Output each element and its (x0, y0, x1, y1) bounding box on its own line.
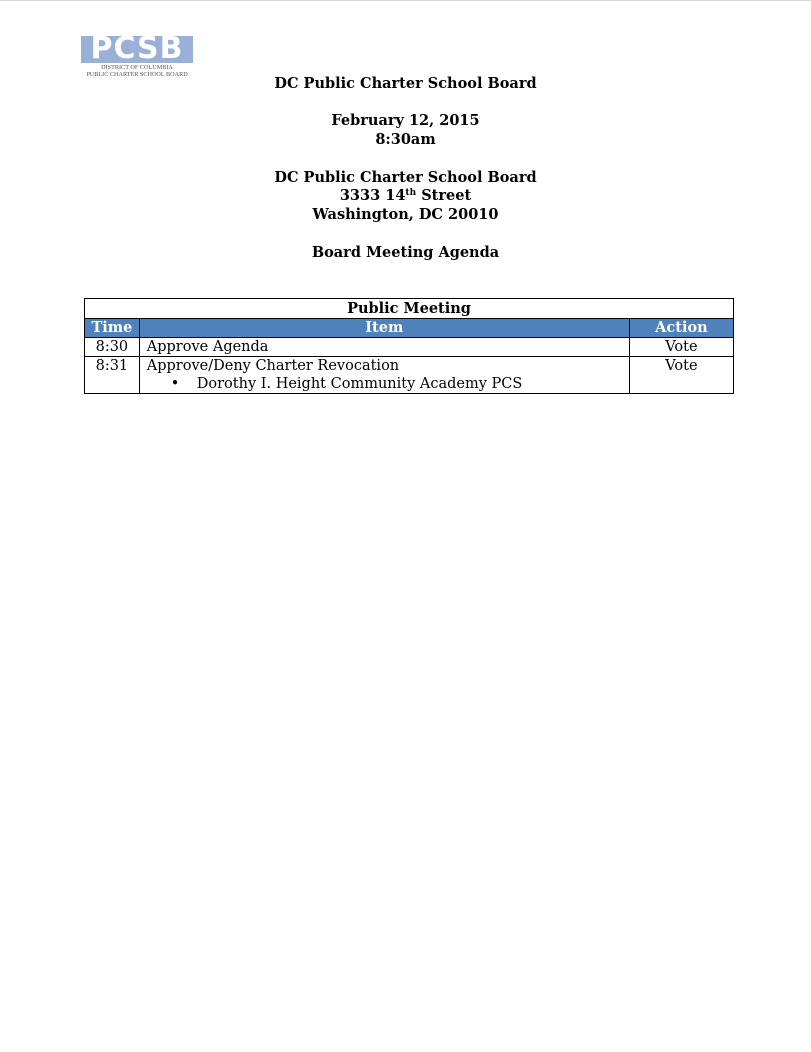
column-header-action: Action (629, 319, 733, 338)
column-header-time: Time (85, 319, 140, 338)
organization-name: DC Public Charter School Board (274, 75, 537, 92)
agenda-header-row (85, 319, 734, 338)
column-header-item: Item (139, 319, 629, 338)
bullet-icon: • (170, 376, 180, 392)
table-row (85, 338, 734, 357)
agenda-title: Board Meeting Agenda (311, 244, 500, 261)
row-action: Vote (629, 357, 733, 394)
meeting-time: 8:30am (375, 131, 436, 148)
agenda-caption: Public Meeting (85, 299, 734, 319)
table-row (85, 357, 734, 394)
venue-street (0, 186, 811, 205)
page-top-border (0, 0, 811, 1)
row-item: Approve/Deny Charter Revocation (146, 358, 400, 374)
logo-letters: PCSB (90, 31, 184, 66)
street-ordinal: th (405, 188, 417, 198)
venue-city: Washington, DC 20010 (312, 206, 499, 223)
logo-subtitle-line1: DISTRICT OF COLUMBIA (101, 64, 173, 71)
agenda-caption-row (85, 299, 734, 319)
row-action: Vote (629, 338, 733, 357)
row-item-cell (139, 357, 629, 394)
sub-item (147, 375, 629, 393)
row-time: 8:30 (85, 338, 140, 357)
venue-name: DC Public Charter School Board (274, 169, 537, 186)
meeting-date: February 12, 2015 (331, 112, 480, 129)
agenda-table (84, 298, 734, 394)
row-item: Approve Agenda (139, 338, 629, 357)
logo-subtitle-line2: PUBLIC CHARTER SCHOOL BOARD (86, 71, 188, 78)
street-number: 3333 14 (339, 187, 406, 204)
row-time: 8:31 (85, 357, 140, 394)
sub-item-text: Dorothy I. Height Community Academy PCS (196, 376, 523, 392)
street-name: Street (421, 187, 472, 204)
